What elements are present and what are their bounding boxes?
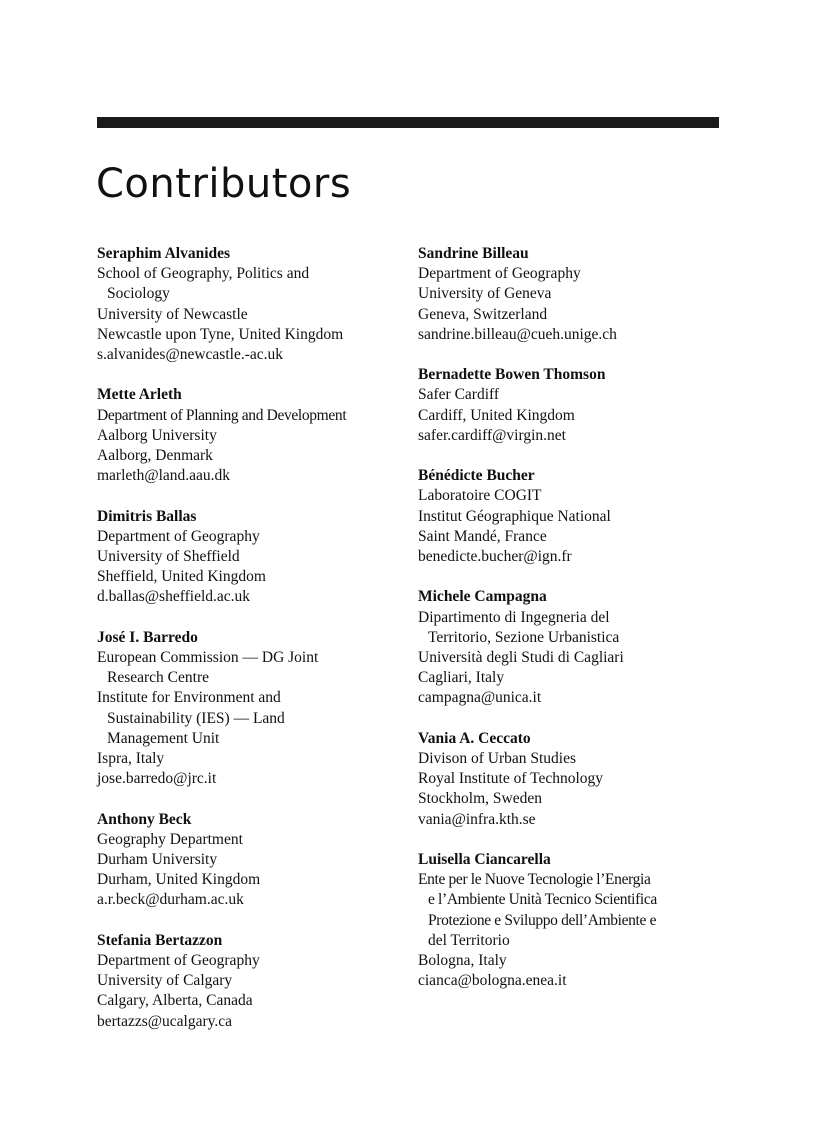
email-line: jose.barredo@jrc.it xyxy=(97,770,217,788)
email-line: benedicte.bucher@ign.fr xyxy=(418,548,572,566)
affiliation-line: School of Geography, Politics and xyxy=(97,265,310,283)
contributor-entry xyxy=(97,931,409,1032)
contributor-name: Luisella Ciancarella xyxy=(418,851,551,869)
contributor-entry xyxy=(97,507,409,608)
affiliation-line: Dipartimento di Ingegneria del xyxy=(418,608,610,626)
affiliation-line: University of Calgary xyxy=(97,972,233,990)
contributor-entry xyxy=(418,587,728,708)
email-line: campagna@unica.it xyxy=(418,689,542,707)
contributor-entry xyxy=(418,850,728,991)
location-line: Calgary, Alberta, Canada xyxy=(97,992,253,1010)
location-line: Aalborg, Denmark xyxy=(97,447,213,465)
email-line: safer.cardiff@virgin.net xyxy=(418,426,566,444)
location-line: Stockholm, Sweden xyxy=(418,790,542,808)
contributor-name: Anthony Beck xyxy=(97,810,192,828)
contributor-name: Bénédicte Bucher xyxy=(418,467,535,485)
affiliation-line: Royal Institute of Technology xyxy=(418,770,604,788)
affiliation-line: University of Sheffield xyxy=(97,548,240,566)
contributor-entry xyxy=(97,628,409,790)
affiliation-line: e l’Ambiente Unità Tecnico Scientifica xyxy=(428,891,657,909)
affiliation-line: Ente per le Nuove Tecnologie l’Energia xyxy=(418,871,651,889)
affiliation-line: Department of Geography xyxy=(97,527,260,545)
affiliation-line: Durham University xyxy=(97,851,218,869)
contributor-name: Stefania Bertazzon xyxy=(97,931,223,949)
affiliation-line: Università degli Studi di Cagliari xyxy=(418,649,624,667)
email-line: sandrine.billeau@cueh.unige.ch xyxy=(418,325,617,343)
affiliation-line: Department of Geography xyxy=(97,952,260,970)
location-line: Saint Mandé, France xyxy=(418,527,547,545)
location-line: Durham, United Kingdom xyxy=(97,871,261,889)
email-line: bertazzs@ucalgary.ca xyxy=(97,1012,233,1030)
affiliation-line: Department of Planning and Development xyxy=(97,406,347,424)
location-line: Newcastle upon Tyne, United Kingdom xyxy=(97,325,344,343)
contributors-left-column xyxy=(97,244,409,1052)
location-line: Sheffield, United Kingdom xyxy=(97,568,266,586)
contributor-entry xyxy=(418,466,728,567)
affiliation-line: Safer Cardiff xyxy=(418,386,500,404)
affiliation-line: Divison of Urban Studies xyxy=(418,750,577,768)
email-line: cianca@bologna.enea.it xyxy=(418,972,567,990)
affiliation-line: Territorio, Sezione Urbanistica xyxy=(428,628,620,646)
location-line: Ispra, Italy xyxy=(97,750,165,768)
location-line: Bologna, Italy xyxy=(418,952,507,970)
contributor-entry xyxy=(418,729,728,830)
email-line: a.r.beck@durham.ac.uk xyxy=(97,891,244,909)
affiliation-line: University of Geneva xyxy=(418,285,552,303)
email-line: marleth@land.aau.dk xyxy=(97,467,231,485)
location-line: Cagliari, Italy xyxy=(418,669,505,687)
affiliation-line: Sustainability (IES) — Land xyxy=(107,709,285,727)
contributor-name: Mette Arleth xyxy=(97,386,182,404)
affiliation-line: Management Unit xyxy=(107,729,220,747)
contributor-entry xyxy=(97,385,409,486)
contributor-name: Vania A. Ceccato xyxy=(418,729,531,747)
contributor-name: Dimitris Ballas xyxy=(97,507,197,525)
contributor-entry xyxy=(418,365,728,446)
affiliation-line: University of Newcastle xyxy=(97,305,248,323)
email-line: vania@infra.kth.se xyxy=(418,810,536,828)
contributor-name: Seraphim Alvanides xyxy=(97,245,231,262)
affiliation-line: Department of Geography xyxy=(418,265,581,283)
contributors-right-column xyxy=(418,244,728,1012)
contributor-name: José I. Barredo xyxy=(97,628,198,646)
affiliation-line: del Territorio xyxy=(428,931,510,949)
affiliation-line: Protezione e Sviluppo dell’Ambiente e xyxy=(428,911,657,929)
page-title: Contributors xyxy=(96,161,352,207)
contributor-name: Michele Campagna xyxy=(418,588,547,606)
contributor-entry xyxy=(418,244,728,345)
location-line: Geneva, Switzerland xyxy=(418,305,548,323)
affiliation-line: Research Centre xyxy=(107,669,209,687)
affiliation-line: Institute for Environment and xyxy=(97,689,281,707)
affiliation-line: Laboratoire COGIT xyxy=(418,487,542,505)
affiliation-line: Sociology xyxy=(107,285,170,303)
affiliation-line: Geography Department xyxy=(97,830,243,848)
email-line: s.alvanides@newcastle.-ac.uk xyxy=(97,346,283,364)
contributor-entry xyxy=(97,810,409,911)
contributor-name: Bernadette Bowen Thomson xyxy=(418,366,606,384)
location-line: Cardiff, United Kingdom xyxy=(418,406,575,424)
affiliation-line: Aalborg University xyxy=(97,426,217,444)
affiliation-line: Institut Géographique National xyxy=(418,507,611,525)
contributor-name: Sandrine Billeau xyxy=(418,245,529,262)
top-rule xyxy=(97,117,719,128)
affiliation-line: European Commission — DG Joint xyxy=(97,649,319,667)
contributor-entry xyxy=(97,244,409,365)
email-line: d.ballas@sheffield.ac.uk xyxy=(97,588,251,606)
